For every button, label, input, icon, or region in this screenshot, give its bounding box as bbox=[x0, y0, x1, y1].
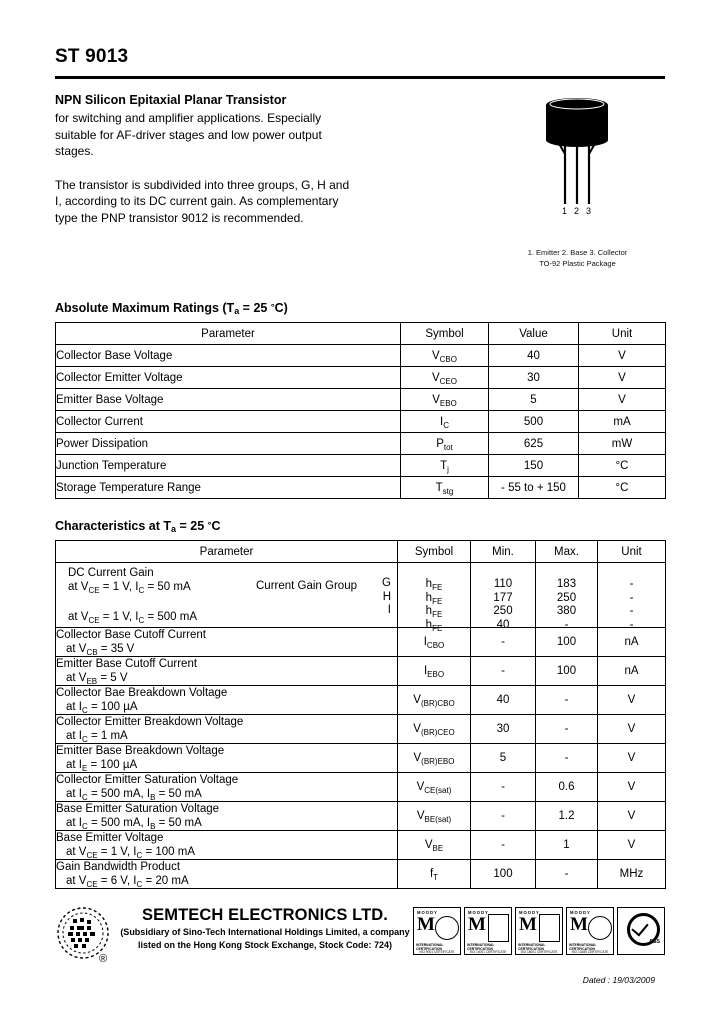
parameter-name: Collector Base Cutoff Current bbox=[56, 629, 206, 641]
cert-seal-icon bbox=[588, 916, 612, 940]
company-subtitle-line-1: (Subsidiary of Sino-Tech International Holdings Limited, a company bbox=[120, 927, 410, 937]
gain-min-500ma: 40 bbox=[496, 618, 510, 631]
gain-condition-2: at $V_{CE} = 1$ V, $I_C = 500$ mA bbox=[68, 611, 198, 625]
package-type-caption: TO-92 Plastic Package bbox=[539, 259, 616, 268]
table-row bbox=[56, 715, 666, 744]
moody-certification-badge bbox=[566, 907, 614, 955]
parameter-name: Collector Bae Breakdown Voltage bbox=[56, 687, 228, 699]
parameter-condition: at $V_{EB} = 5$ V bbox=[66, 672, 128, 686]
table-row bbox=[56, 773, 666, 802]
cell-value: 500 bbox=[489, 411, 579, 433]
package-pins-caption: 1. Emitter 2. Base 3. Collector bbox=[527, 248, 628, 257]
cell-symbol: $T_{stg}$ bbox=[401, 477, 489, 499]
cell-symbol: $V_{BE(sat)}$ bbox=[398, 802, 471, 831]
cell-symbol: $V_{CE(sat)}$ bbox=[398, 773, 471, 802]
cell-min: - bbox=[471, 657, 536, 686]
cell-unit: V bbox=[598, 773, 666, 802]
cell-value: 40 bbox=[489, 345, 579, 367]
parameter-name: Base Emitter Voltage bbox=[56, 832, 164, 844]
cert-m-mark: M bbox=[468, 914, 486, 935]
abs-max-table-body bbox=[56, 345, 666, 499]
cert-caption: ISO 18001 CERTIFICATE bbox=[520, 950, 558, 954]
parameter-name: Base Emitter Saturation Voltage bbox=[56, 803, 220, 815]
absolute-maximum-ratings-table bbox=[55, 322, 666, 499]
cell-unit: V bbox=[598, 744, 666, 773]
cell-symbol: $V_{(BR)CEO}$ bbox=[398, 715, 471, 744]
abs-max-heading: Absolute Maximum Ratings ($T_a = 25$ °C) bbox=[55, 301, 288, 316]
table-row bbox=[56, 860, 666, 889]
cell-min: 40 bbox=[471, 686, 536, 715]
certification-badges bbox=[413, 903, 665, 955]
semtech-logo-icon bbox=[55, 905, 117, 967]
cell-parameter bbox=[56, 628, 398, 657]
cert-caption: ISO 13485 CERTIFICATE bbox=[571, 950, 609, 954]
cell-symbol: $f_T$ bbox=[398, 860, 471, 889]
column-header-unit: Unit bbox=[598, 541, 666, 563]
gain-unit: - bbox=[629, 578, 634, 590]
cell-parameter: Junction Temperature bbox=[56, 455, 401, 477]
cell-symbol: $T_j$ bbox=[401, 455, 489, 477]
cert-m-mark: M bbox=[519, 914, 537, 935]
gain-unit: - bbox=[629, 591, 634, 604]
cell-symbol: $V_{CBO}$ bbox=[401, 345, 489, 367]
cell-unit: V bbox=[579, 367, 666, 389]
gain-max-g: 183 bbox=[556, 578, 577, 590]
gain-group-i: I bbox=[387, 604, 391, 616]
gain-min-g: 110 bbox=[493, 578, 513, 590]
gain-title: DC Current Gain bbox=[68, 567, 154, 579]
cell-max: - bbox=[536, 715, 598, 744]
cell-symbol: $I_C$ bbox=[401, 411, 489, 433]
cell-parameter bbox=[56, 657, 398, 686]
gain-max-h: 250 bbox=[556, 591, 577, 604]
cell-min: - bbox=[471, 831, 536, 860]
cell-value: 150 bbox=[489, 455, 579, 477]
cert-caption: ISO 14001 CERTIFICATE bbox=[469, 950, 507, 954]
dated-label: Dated : 19/03/2009 bbox=[582, 975, 655, 985]
table-row bbox=[56, 411, 666, 433]
page-footer bbox=[55, 903, 665, 985]
symbol-hfe: $h_{FE}$ bbox=[425, 591, 443, 606]
table-row bbox=[56, 831, 666, 860]
cell-max: 1.2 bbox=[536, 802, 598, 831]
table-row bbox=[56, 433, 666, 455]
column-header-unit: Unit bbox=[579, 323, 666, 345]
cell-unit: V bbox=[598, 715, 666, 744]
parameter-name: Gain Bandwidth Product bbox=[56, 861, 181, 873]
symbol-hfe: $h_{FE}$ bbox=[425, 618, 443, 633]
cert-m-mark: M bbox=[417, 914, 435, 935]
company-name: SEMTECH ELECTRONICS LTD. bbox=[142, 906, 388, 924]
header-divider bbox=[55, 76, 665, 79]
cell-parameter: Power Dissipation bbox=[56, 433, 401, 455]
parameter-condition: at $V_{CB} = 35$ V bbox=[66, 643, 135, 657]
table-row bbox=[56, 345, 666, 367]
cell-unit: V bbox=[579, 345, 666, 367]
gain-unit: - bbox=[629, 605, 634, 617]
table-row bbox=[56, 389, 666, 411]
cert-seal-icon bbox=[488, 914, 509, 942]
moody-certification-badge bbox=[515, 907, 563, 955]
parameter-condition: at $V_{CE} = 6$ V, $I_C = 20$ mA bbox=[66, 875, 189, 889]
gain-condition-1: at $V_{CE} = 1$ V, $I_C = 50$ mA bbox=[68, 581, 191, 595]
intro-paragraph-1: for switching and amplifier applications. Especially suitable for AF-driver stages and low power output stages. bbox=[55, 111, 322, 158]
cell-symbol: $I_{EBO}$ bbox=[398, 657, 471, 686]
cell-symbol: $V_{BE}$ bbox=[398, 831, 471, 860]
characteristics-section bbox=[55, 518, 665, 889]
table-row bbox=[56, 477, 666, 499]
parameter-name: Collector Emitter Breakdown Voltage bbox=[56, 716, 244, 728]
gain-min-h: 177 bbox=[493, 591, 513, 604]
cell-unit: °C bbox=[579, 455, 666, 477]
sgs-certification-badge bbox=[617, 907, 665, 955]
intro-section bbox=[55, 92, 665, 282]
parameter-name: Emitter Base Cutoff Current bbox=[56, 658, 198, 670]
cell-min: 5 bbox=[471, 744, 536, 773]
table-row bbox=[56, 455, 666, 477]
svg-text:1: 1 bbox=[562, 206, 568, 216]
cell-symbol: $P_{tot}$ bbox=[401, 433, 489, 455]
gain-max-i: 380 bbox=[556, 605, 577, 617]
cell-max: 100 bbox=[536, 657, 598, 686]
cell-unit: mW bbox=[579, 433, 666, 455]
characteristics-table bbox=[55, 540, 666, 889]
parameter-condition: at $V_{CE} = 1$ V, $I_C = 100$ mA bbox=[66, 846, 196, 860]
cell-parameter: Collector Current bbox=[56, 411, 401, 433]
parameter-name: Emitter Base Breakdown Voltage bbox=[56, 745, 225, 757]
cell-value: 5 bbox=[489, 389, 579, 411]
symbol-hfe: $h_{FE}$ bbox=[425, 605, 443, 619]
cell-max: 0.6 bbox=[536, 773, 598, 802]
cert-seal-icon bbox=[435, 916, 459, 940]
cell-min: - bbox=[471, 628, 536, 657]
cell-parameter bbox=[56, 686, 398, 715]
characteristics-heading: Characteristics at $T_a = 25$ °C bbox=[55, 519, 221, 534]
column-header-max: Max. bbox=[536, 541, 598, 563]
cell-unit-gain bbox=[598, 563, 666, 631]
cell-min: - bbox=[471, 802, 536, 831]
table-row bbox=[56, 802, 666, 831]
package-drawing bbox=[485, 92, 670, 269]
cell-parameter bbox=[56, 773, 398, 802]
sgs-label: SGS bbox=[649, 939, 660, 945]
gain-min-i: 250 bbox=[493, 605, 513, 617]
cell-value: 625 bbox=[489, 433, 579, 455]
gain-group-g: G bbox=[382, 577, 391, 589]
table-row bbox=[56, 744, 666, 773]
moody-certification-badge bbox=[464, 907, 512, 955]
cell-max: 100 bbox=[536, 628, 598, 657]
moody-certification-badge bbox=[413, 907, 461, 955]
cell-unit: nA bbox=[598, 628, 666, 657]
characteristics-table-body bbox=[56, 563, 666, 889]
svg-text:2: 2 bbox=[574, 206, 580, 216]
cell-unit: V bbox=[598, 831, 666, 860]
parameter-condition: at $I_C = 100$ µA bbox=[66, 701, 138, 715]
symbol-hfe: $h_{FE}$ bbox=[425, 578, 443, 592]
product-subtitle: NPN Silicon Epitaxial Planar Transistor bbox=[55, 93, 287, 107]
intro-paragraph-2: The transistor is subdivided into three groups, G, H and I, according to its DC current gain. As complementary type the PNP transistor 9012 is recommended. bbox=[55, 177, 350, 225]
absolute-maximum-ratings-section bbox=[55, 300, 665, 499]
table-row-dc-current-gain bbox=[56, 563, 666, 628]
company-subtitle-line-2: listed on the Hong Kong Stock Exchange, Stock Code: 724) bbox=[137, 940, 393, 950]
cell-symbol: $I_{CBO}$ bbox=[398, 628, 471, 657]
column-header-symbol: Symbol bbox=[398, 541, 471, 563]
cell-parameter bbox=[56, 802, 398, 831]
cell-parameter bbox=[56, 744, 398, 773]
cell-value: - 55 to + 150 bbox=[489, 477, 579, 499]
cell-parameter bbox=[56, 831, 398, 860]
cert-m-subtext: INTERNATIONAL CERTIFICATION bbox=[467, 943, 495, 951]
gain-group-h: H bbox=[382, 590, 391, 603]
cell-parameter: Collector Base Voltage bbox=[56, 345, 401, 367]
cell-unit: V bbox=[598, 802, 666, 831]
cell-max: - bbox=[536, 744, 598, 773]
cell-unit: nA bbox=[598, 657, 666, 686]
gain-group-letters bbox=[382, 577, 391, 618]
gain-max-500ma: - bbox=[564, 618, 569, 631]
cell-value: 30 bbox=[489, 367, 579, 389]
table-row bbox=[56, 657, 666, 686]
cell-parameter: Storage Temperature Range bbox=[56, 477, 401, 499]
cell-min-gain bbox=[471, 563, 536, 631]
cert-seal-icon bbox=[539, 914, 560, 942]
table-header-row bbox=[56, 541, 666, 563]
cell-min: 100 bbox=[471, 860, 536, 889]
cell-max-gain bbox=[536, 563, 598, 631]
column-header-symbol: Symbol bbox=[401, 323, 489, 345]
cell-max: - bbox=[536, 686, 598, 715]
cell-max: 1 bbox=[536, 831, 598, 860]
cert-m-subtext: INTERNATIONAL CERTIFICATION bbox=[569, 943, 597, 951]
parameter-condition: at $I_C = 500$ mA, $I_B = 50$ mA bbox=[66, 817, 202, 831]
column-header-value: Value bbox=[489, 323, 579, 345]
page-title: ST 9013 bbox=[55, 46, 129, 67]
table-header-row bbox=[56, 323, 666, 345]
cell-parameter: Collector Emitter Voltage bbox=[56, 367, 401, 389]
company-info bbox=[117, 903, 413, 951]
cell-symbol-gain bbox=[398, 563, 471, 633]
cell-symbol: $V_{EBO}$ bbox=[401, 389, 489, 411]
gain-unit: - bbox=[629, 618, 634, 631]
cell-symbol: $V_{(BR)EBO}$ bbox=[398, 744, 471, 773]
cell-unit: mA bbox=[579, 411, 666, 433]
cert-brand: MOODY bbox=[417, 910, 438, 915]
cert-caption: ISO 9001 CERTIFICATE bbox=[419, 950, 455, 954]
cert-m-subtext: INTERNATIONAL CERTIFICATION bbox=[416, 943, 444, 951]
cert-brand: MOODY bbox=[468, 910, 489, 915]
cell-parameter: Emitter Base Voltage bbox=[56, 389, 401, 411]
cell-symbol: $V_{CEO}$ bbox=[401, 367, 489, 389]
cell-min: 30 bbox=[471, 715, 536, 744]
cell-parameter bbox=[56, 715, 398, 744]
cell-min: - bbox=[471, 773, 536, 802]
cell-unit: V bbox=[598, 686, 666, 715]
to92-transistor-icon bbox=[485, 92, 670, 242]
cell-parameter-gain bbox=[56, 563, 398, 628]
svg-text:3: 3 bbox=[586, 206, 592, 216]
column-header-parameter: Parameter bbox=[56, 541, 398, 563]
cell-parameter bbox=[56, 860, 398, 889]
table-row bbox=[56, 367, 666, 389]
column-header-min: Min. bbox=[471, 541, 536, 563]
cell-unit: V bbox=[579, 389, 666, 411]
cell-symbol: $V_{(BR)CBO}$ bbox=[398, 686, 471, 715]
table-row bbox=[56, 686, 666, 715]
cert-brand: MOODY bbox=[570, 910, 591, 915]
cell-unit: °C bbox=[579, 477, 666, 499]
intro-text bbox=[55, 92, 355, 226]
parameter-condition: at $I_C = 500$ mA, $I_B = 50$ mA bbox=[66, 788, 202, 802]
cell-max: - bbox=[536, 860, 598, 889]
column-header-parameter: Parameter bbox=[56, 323, 401, 345]
cert-m-mark: M bbox=[570, 914, 588, 935]
svg-text:®: ® bbox=[99, 953, 108, 965]
parameter-condition: at $I_C = 1$ mA bbox=[66, 730, 128, 744]
cert-brand: MOODY bbox=[519, 910, 540, 915]
cell-unit: MHz bbox=[598, 860, 666, 889]
gain-group-label: Current Gain Group bbox=[256, 580, 357, 592]
parameter-condition: at $I_E = 100$ µA bbox=[66, 759, 138, 773]
cert-m-subtext: INTERNATIONAL CERTIFICATION bbox=[518, 943, 546, 951]
parameter-name: Collector Emitter Saturation Voltage bbox=[56, 774, 239, 786]
